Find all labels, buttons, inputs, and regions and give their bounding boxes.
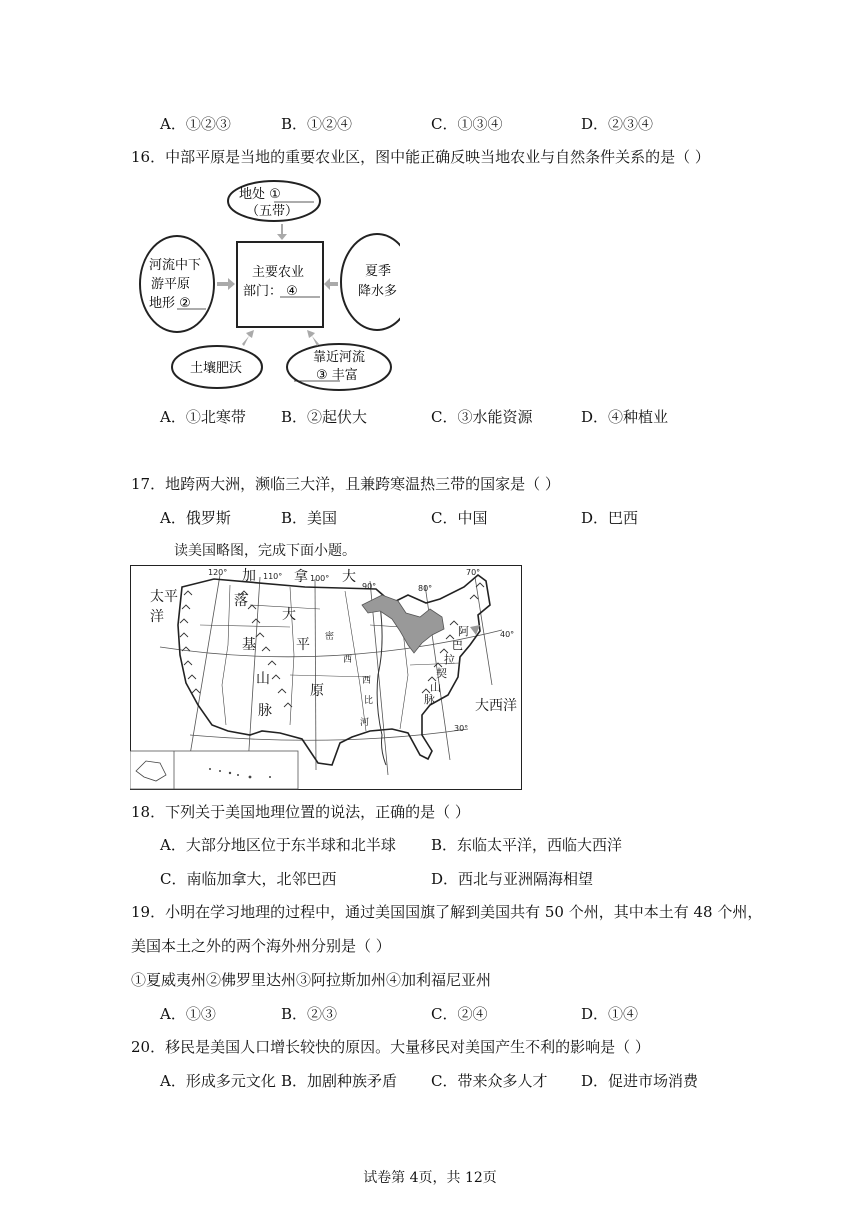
q15-option-c: C．①③④	[431, 115, 503, 133]
agriculture-relationship-diagram	[130, 178, 400, 394]
q15-option-b: B．①②④	[281, 115, 353, 133]
app-1: 阿	[458, 625, 469, 638]
lon-70: 70°	[466, 568, 481, 577]
top-line1: 地处 ①	[239, 187, 281, 202]
plain-3: 原	[310, 683, 324, 699]
app-4: 契	[436, 667, 447, 680]
lon-80: 80°	[418, 584, 433, 593]
q16-option-b: B．②起伏大	[281, 408, 368, 426]
q16-option-c: C．③水能资源	[431, 408, 533, 426]
q20-stem: 20．移民是美国人口增长较快的原因。大量移民对美国产生不利的影响是（ ）	[131, 1038, 650, 1056]
left-line2: 游平原	[151, 277, 191, 292]
top-line2: （五带）	[246, 204, 299, 219]
q18-option-c: C．南临加拿大，北邻巴西	[160, 870, 337, 888]
q20-option-c: C．带来众多人才	[431, 1072, 548, 1090]
left-line1: 河流中下	[149, 258, 202, 273]
plain-2: 平	[296, 637, 310, 653]
bottom-right-line2: ③ 丰富	[316, 368, 358, 383]
miss-5: 河	[360, 718, 370, 728]
q19-stem-line1: 19．小明在学习地理的过程中，通过美国国旗了解到美国共有 50 个州，其中本土有 48 个州，	[131, 903, 763, 921]
atlantic-label: 大西洋	[475, 698, 517, 714]
q19-items: ①夏威夷州②佛罗里达州③阿拉斯加州④加利福尼亚州	[131, 971, 492, 989]
plain-1: 大	[282, 607, 296, 623]
page-footer: 试卷第 4页，共 12页	[363, 1170, 497, 1186]
center-line2: 部门： ④	[243, 284, 298, 299]
q17-option-d: D．巴西	[581, 509, 639, 527]
rocky-4: 脉	[258, 703, 272, 719]
q17-stem: 17．地跨两大洲，濒临三大洋，且兼跨寒温热三带的国家是（ ）	[131, 475, 560, 493]
canada-na: 拿	[294, 569, 308, 585]
center-line1: 主要农业	[252, 265, 305, 280]
q17-option-b: B．美国	[281, 509, 338, 527]
pacific-1: 太平	[150, 589, 178, 605]
right-ellipse	[341, 234, 400, 330]
miss-3: 西	[362, 676, 372, 686]
usa-sketch-map	[130, 565, 522, 790]
pacific-2: 洋	[150, 609, 164, 625]
lon-120: 120°	[208, 568, 228, 577]
app-3: 拉	[444, 653, 455, 666]
rocky-3: 山	[256, 671, 270, 687]
lat-40: 40°	[500, 630, 515, 639]
q16-option-d: D．④种植业	[581, 408, 669, 426]
rocky-2: 基	[242, 637, 256, 653]
miss-1: 密	[325, 632, 335, 642]
q19-stem-line2: 美国本土之外的两个海外州分别是（ ）	[131, 937, 391, 955]
canada-da: 大	[342, 569, 356, 585]
rocky-1: 落	[234, 593, 248, 609]
right-line1: 夏季	[365, 264, 392, 279]
inset-map	[130, 751, 298, 789]
q19-option-a: A．①③	[160, 1005, 216, 1023]
q18-option-b: B．东临太平洋，西临大西洋	[431, 836, 623, 854]
lon-110: 110°	[263, 572, 283, 581]
q18-option-d: D．西北与亚洲隔海相望	[431, 870, 594, 888]
right-line2: 降水多	[358, 284, 398, 299]
lon-90: 90°	[362, 582, 377, 591]
app-2: 巴	[452, 639, 463, 652]
q19-option-d: D．①④	[581, 1005, 639, 1023]
q15-option-a: A．①②③	[160, 115, 231, 133]
q17-option-c: C．中国	[431, 509, 488, 527]
q19-option-b: B．②③	[281, 1005, 338, 1023]
app-5: 山	[430, 681, 441, 694]
map-intro: 读美国略图，完成下面小题。	[174, 543, 356, 559]
q16-stem: 16．中部平原是当地的重要农业区，图中能正确反映当地农业与自然条件关系的是（ ）	[131, 148, 710, 166]
lat-30: 30°	[454, 724, 469, 733]
q18-option-a: A．大部分地区位于东半球和北半球	[160, 836, 396, 854]
miss-4: 比	[364, 696, 374, 706]
q20-option-d: D．促进市场消费	[581, 1072, 699, 1090]
canada-jia: 加	[242, 568, 256, 584]
q20-option-a: A．形成多元文化	[160, 1072, 276, 1090]
bottom-right-line1: 靠近河流	[313, 350, 366, 365]
q17-option-a: A．俄罗斯	[160, 509, 231, 527]
lon-100: 100°	[310, 574, 330, 583]
app-6: 脉	[424, 693, 435, 706]
q18-stem: 18．下列关于美国地理位置的说法，正确的是（ ）	[131, 803, 470, 821]
left-line3: 地形 ②	[149, 296, 191, 311]
miss-2: 西	[343, 655, 353, 665]
q20-option-b: B．加剧种族矛盾	[281, 1072, 398, 1090]
bottom-left-text: 土壤肥沃	[190, 361, 243, 376]
q15-option-d: D．②③④	[581, 115, 654, 133]
q16-option-a: A．①北寒带	[160, 408, 246, 426]
q19-option-c: C．②④	[431, 1005, 488, 1023]
